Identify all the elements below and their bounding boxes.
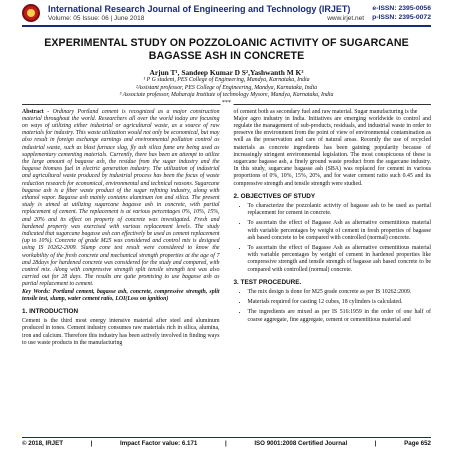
irjet-logo-icon: [22, 4, 40, 22]
procedure-list: [234, 289, 432, 324]
body-columns: [22, 109, 431, 348]
list-item: • The mix design is done for M25 grade concrete as per IS 10262:2009.: [248, 289, 432, 296]
introduction-text: Cement is the third most energy intensive material after steel and aluminum produced in tones. Cement industry consumes raw materials rich in silica, alumina, iron and calcium. Therefore this industry has been actively involved in finding ways to use waste products in the manufacturing: [22, 318, 220, 346]
footer-copyright: © 2018, IRJET: [22, 440, 64, 447]
list-item: • To ascertain the effect of Bagasse Ash as alternative cementitious material with variable percentages by weight of cement in fresh properties of bagasse ash based concrete to be compared with controlled (normal) concrete.: [248, 220, 432, 242]
affiliation-3: ³ Associate professor, Maharaja Institute of technology Mysore, Mandya, Karnataka, India: [119, 92, 334, 98]
right-column: [234, 109, 432, 348]
journal-name: International Research Journal of Engineering and Technology (IRJET): [48, 3, 351, 14]
keywords: [22, 289, 220, 303]
footer-page: Page 652: [404, 440, 431, 447]
paper-title: EXPERIMENTAL STUDY ON POZZOLOANIC ACTIVITY OF SUGARCANE BAGASSE ASH IN CONCRETE: [44, 37, 409, 62]
footer-iso: ISO 9001:2008 Certified Journal: [254, 440, 348, 447]
left-column: [22, 109, 220, 348]
journal-header: [22, 0, 431, 27]
section-heading-procedure: 3. TEST PROCEDURE.: [233, 278, 302, 286]
affiliation-1: ¹ P G student, PES College of Engineering, Mandya, Karnataka, India: [143, 77, 310, 83]
footer-impact: Impact Factor value: 6.171: [119, 440, 198, 447]
section-heading-introduction: 1. INTRODUCTION: [22, 307, 79, 315]
intro-continuation: of cement both as secondary fuel and raw material. Sugar manufacturing is the: [233, 108, 418, 115]
divider: [22, 99, 431, 106]
intro-paragraph: Major agro industry in India. Initiatives are emerging worldwide to control and regulate the management of sub-products, residuals, and industrial waste in order to preserve the environment from the point of view of environmental contamination as well as the preservation and care of natural areas. Recently the use of recycled materials as concrete ingredients has been gaining popularity because of increasingly stringent environmental legislation. The most conspicuous of these is sugarcane bagasse ash, a finely ground waste product from the sugarcane industry. In this study, sugarcane bagasse ash (SBA) was replaced for cement in various proportions of 0%, 10%, 15%, 20%, and for water cement ratio such 0.45 and its compressive strength and tensile strength were studied.: [233, 115, 431, 187]
divider-dots: ***: [222, 99, 231, 106]
volume-info: Volume: 05 Issue: 06 | June 2018: [48, 14, 145, 22]
page-footer: © 2018, IRJET | Impact Factor value: 6.171 | ISO 9001:2008 Certified Journal | Page 652: [22, 437, 431, 447]
affiliation-2: ²Assistant professor, PES College of Engineering, Mandya, Karnataka, India: [135, 84, 318, 91]
keywords-text: Portland cement, bagasse ash, concrete, compressive strength, split tensile test, slump, water cement ratio, LOI(Loss on ignition): [22, 288, 220, 302]
list-item: • The ingredients are mixed as per IS 516:1959 in the order of one half of coarse aggregate, fine aggregate, cement or cementitious material and: [248, 309, 432, 323]
section-heading-objectives: 2. OBJECTIVES OF STUDY: [233, 192, 316, 200]
journal-website[interactable]: www.irjet.net: [327, 14, 365, 22]
objectives-list: [234, 203, 432, 274]
abstract-text: - Ordinary Portland cement is recognized as a major construction material throughout the world. Researchers all over the world today are focusing on ways of utilizing either industrial or agricultural waste, as a source of raw materials for industry. This waste utilization would not only be economical, but may also result in foreign exchange earnings and environmental pollution control as industrial waste, such as blast furnace slag, fly ash silica fume are being used as supplementary cementing materials. Currently, there has been an attempt to utilize the large amount of bagasse ash, the residue from the sugar industry and the bagasse biomass fuel in electric generation industry. The utilization of industrial and agricultural waste produced by industrial process has been the focus of waste reduction research for economical, environmental and technical reasons. Sugarcane bagasse ash is a fiber waste product of the sugar refining industry, along with ethanol vapor. Bagasse ash mainly contains aluminum ion and silica. The present study is aimed at utilizing sugarcane bagasse ash in concrete, with partial replacement of cement. The replacement is at various percentages 0%, 10%, 15%, and 20% and its effect on property of concrete was investigated. Fresh and hardened property was exercised with various replacement levels. The study indicated that sugarcane bagasse ash can effectively be used as cement replacement (up to 10%). Concrete of grade M25 was considered and control mix is designed using IS 10262-2009. Slump cone test result were considered to know the workability of the fresh concrete and mechanical strength properties at the age of 7 and 28days for hardened concrete was considered for the study and compared, with control mix. Along with compressive strength split tensile strength test was also carried out for 28 days. The results are quite promising to use bagasse ash as partial replacement to cement.: [22, 108, 220, 288]
paper-authors: Arjun T¹, Sandeep Kumar D S²,Yashwanth M K³: [149, 68, 304, 77]
pissn: p-ISSN: 2395-0072: [372, 13, 431, 21]
abstract-label: Abstract: [22, 108, 44, 115]
list-item: • To ascertain the effect of Bagasse Ash as alternative cementitious material with variable percentages by weight of cement in hardened properties like compressive strength and tensile strength of bagasse ash based concrete to be compared with controlled (normal) concrete.: [248, 245, 432, 274]
list-item: • Materials required for casting 12 cubes, 18 cylinders is calculated.: [248, 299, 432, 306]
keywords-label: Key Words:: [22, 288, 51, 295]
eissn: e-ISSN: 2395-0056: [372, 4, 431, 12]
abstract: [22, 109, 220, 289]
list-item: • To characterize the pozzolanic activity of bagasse ash to be used as partial replacement for cement in concrete.: [248, 203, 432, 217]
